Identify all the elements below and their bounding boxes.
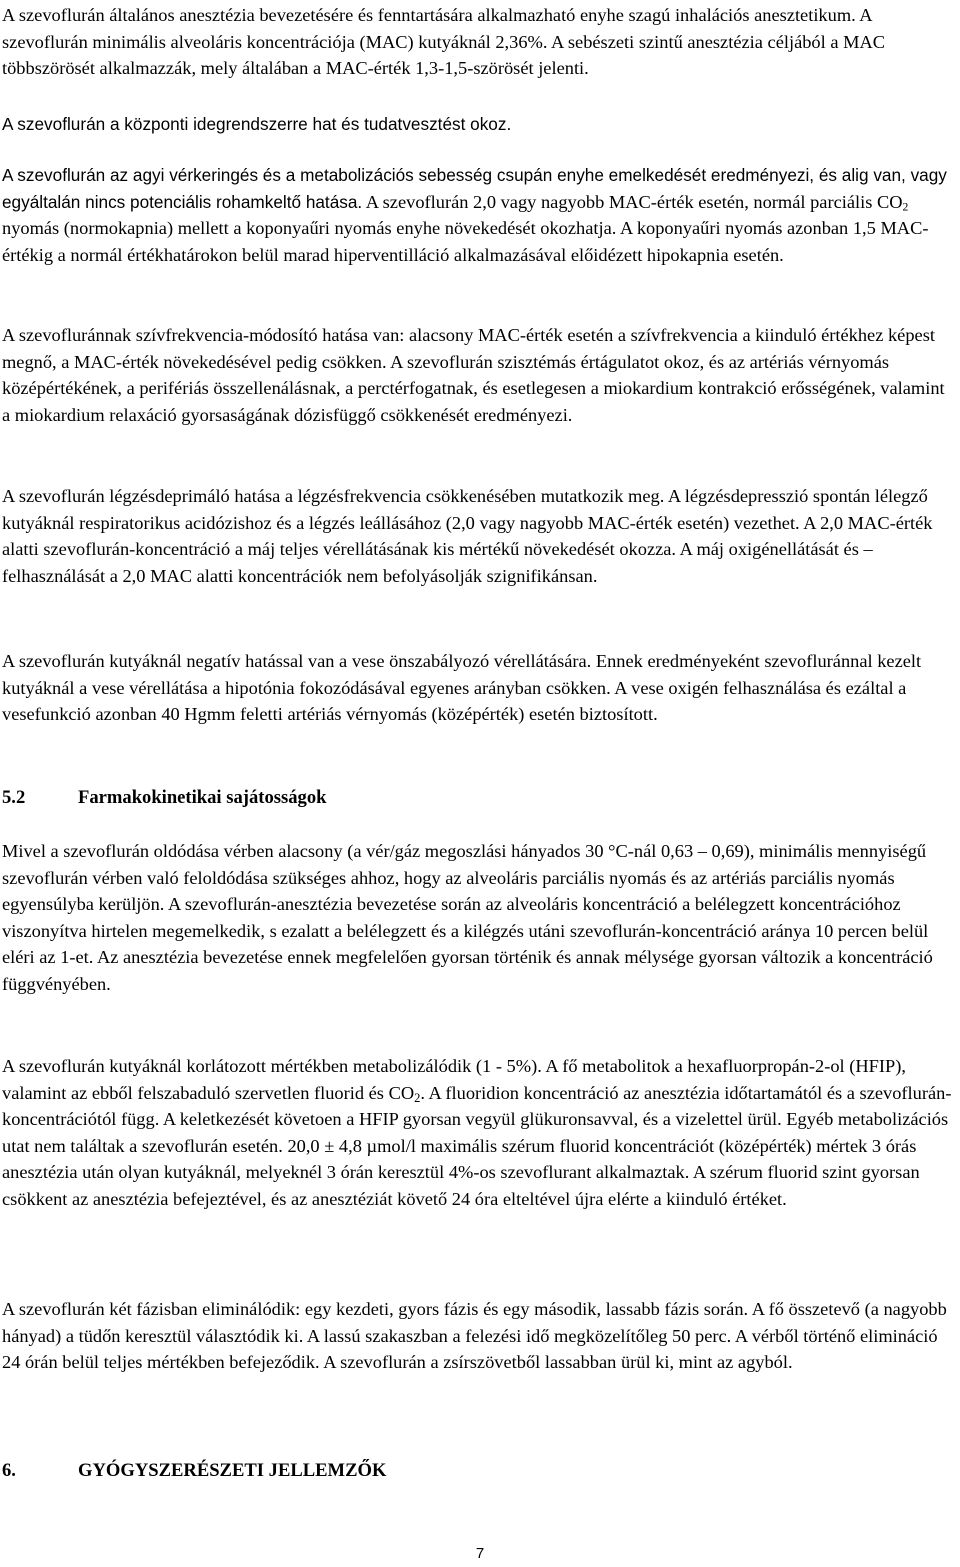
- paragraph-cerebral-circulation: [2, 162, 956, 268]
- paragraph-heart-rate: A szevofluránnak szívfrekvencia-módosító hatása van: alacsony MAC-érték esetén a szívfrekvencia a kiinduló értékhez képest megnő, a MAC-érték növekedésével pedig csökken. A szevoflurán szisztémás értágulatot okoz, és az artériás vérnyomás középértékének, a perifériás összellenálásnak, a perctérfogatnak, és esetlegesen a miokardium kontrakció erősségének, valamint a miokardium relaxáció gyorsaságának dózisfüggő csökkenését eredményezi.: [2, 325, 945, 425]
- paragraph-metabolism-text-a: A szevoflurán kutyáknál korlátozott mértékben metabolizálódik (1 - 5%). A fő metabolitok a hexafluorpropán-2-ol (HFIP), valamint az ebből felszabaduló szervetlen fluorid és CO: [2, 1056, 906, 1103]
- section-title-pharmacokinetics: Farmakokinetikai sajátosságok: [78, 787, 327, 808]
- co2-subscript: 2: [902, 200, 909, 214]
- paragraph-elimination: A szevoflurán két fázisban eliminálódik: egy kezdeti, gyors fázis és egy második, lassabb fázis során. A fő összetevő (a nagyobb hányad) a tüdőn keresztül választódik ki. A lassú szakaszban a felezési idő megközelítőleg 50 perc. A vérből történő elimináció 24 órán belül teljes mértékben befejeződik. A szevoflurán a zsírszövetből lassabban ürül ki, mint az agyból.: [2, 1299, 947, 1373]
- paragraph-cerebral-text-a: A szevoflurán az agyi vérkeringés és a metabolizációs sebesség csupán enyhe emelkedését eredményezi, és alig van, vagy egyáltalán nincs potenciális rohamkeltő hatása.: [2, 165, 947, 212]
- section-number-6: 6.: [2, 1460, 16, 1481]
- paragraph-metabolism-text-b: . A fluoridion koncentráció az anesztézia időtartamától és a szevoflurán-koncentrációtól függ. A keletkezését követoen a HFIP gyorsan vegyül glükuronsavval, és a vizelettel ürül. Egyéb metabolizációs utat nem találtak a szevoflurán esetén. 20,0 ± 4,8 µmol/l maximális szérum fluorid koncentrációt (középérték) mértek 3 órás anesztézia után olyan kutyáknál, melyeknél 3 órán keresztül 4%-os szevoflurant alkalmaztak. A szérum fluorid szint gyorsan csökkent az anesztézia befejeztével, és az anesztéziát követő 24 óra elteltével újra elérte a kiinduló értéket.: [2, 1082, 952, 1209]
- paragraph-mac-intro: A szevoflurán általános anesztézia bevezetésére és fenntartására alkalmazható enyhe szagú inhalációs anesztetikum. A szevoflurán minimális alveoláris koncentrációja (MAC) kutyáknál 2,36%. A sebészeti szintű anesztézia céljából a MAC többszörösét alkalmazzák, mely általában a MAC-érték 1,3-1,5-szörösét jelenti.: [2, 5, 885, 79]
- paragraph-renal: A szevoflurán kutyáknál negatív hatással van a vese önszabályozó vérellátására. Ennek eredményeként szevofluránnal kezelt kutyáknál a vese vérellátása a hipotónia fokozódásával egyenes arányban csökken. A vese oxigén felhasználása és ezáltal a vesefunkció azonban 40 Hgmm feletti artériás vérnyomás (középérték) esetén biztosított.: [2, 651, 922, 725]
- paragraph-cerebral-text-c: nyomás (normokapnia) mellett a koponyaűri nyomás enyhe növekedését okozhatja. A koponyaűri nyomás azonban 1,5 MAC- értékig a normál értékhatárokon belül marad hiperventilláció alkalmazásával előidézett hipokapnia esetén.: [2, 218, 929, 265]
- co2-subscript-2: 2: [414, 1090, 421, 1105]
- page-number: 7: [475, 1545, 485, 1562]
- section-number-5-2: 5.2: [2, 787, 26, 808]
- section-title-pharmaceutical: GYÓGYSZERÉSZETI JELLEMZŐK: [78, 1460, 387, 1481]
- paragraph-respiratory: A szevoflurán légzésdeprimáló hatása a légzésfrekvencia csökkenésében mutatkozik meg. A légzésdepresszió spontán lélegző kutyáknál respiratorikus acidózishoz és a légzés leállásához (2,0 vagy nagyobb MAC-érték esetén) vezethet. A 2,0 MAC-érték alatti szevoflurán-koncentráció a máj teljes vérellátásának kis mértékű növekedését okozza. A máj oxigénellátását és –felhasználását a 2,0 MAC alatti koncentrációk nem befolyásolják szignifikánsan.: [2, 486, 933, 586]
- paragraph-cns-effect: A szevoflurán a központi idegrendszerre hat és tudatvesztést okoz.: [2, 114, 512, 134]
- paragraph-cerebral-text-b: A szevoflurán 2,0 vagy nagyobb MAC-érték esetén, normál parciális CO: [362, 191, 903, 212]
- paragraph-solubility: Mivel a szevoflurán oldódása vérben alacsony (a vér/gáz megoszlási hányados 30 °C-nál 0,63 – 0,69), minimális mennyiségű szevoflurán vérben való feloldódása szükséges ahhoz, hogy az alveoláris parciális nyomás és az artériás parciális nyomás egyensúlyba kerüljön. A szevoflurán-anesztézia bevezetése során az alveoláris koncentráció a belélegzett koncentrációhoz viszonyítva hirtelen megemelkedik, s ezalatt a belélegzett és a kilégzés utáni szevoflurán-koncentráció aránya 10 percen belül eléri az 1-et. Az anesztézia bevezetése ennek megfelelően gyorsan történik és annak mélysége gyorsan változik a koncentráció függvényében.: [2, 841, 933, 994]
- paragraph-metabolism: [2, 1053, 956, 1213]
